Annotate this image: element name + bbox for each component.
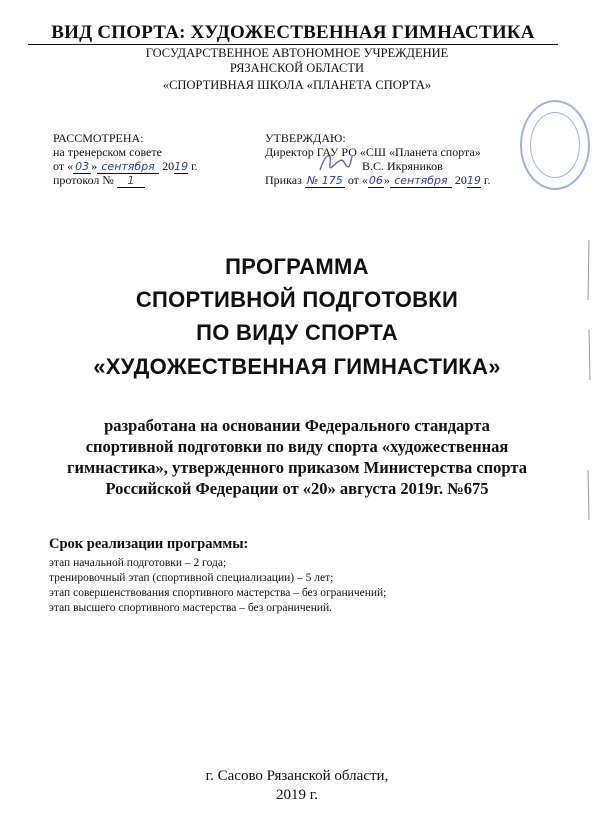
program-title-line-1: ПРОГРАММА — [225, 254, 369, 279]
footer-year: 2019 г. — [276, 787, 318, 803]
signature-mark — [318, 148, 354, 176]
term-item: этап совершенствования спортивного мастерства – без ограничений; — [49, 587, 387, 599]
term-item: тренировочный этап (спортивной специализации) – 5 лет; — [49, 572, 334, 584]
approval-right-order: Приказ № 175 от «06» сентября 2019 г. — [265, 173, 491, 187]
official-stamp — [520, 100, 590, 190]
approval-left-protocol: протокол № 1 — [53, 174, 198, 188]
organization-line-2: РЯЗАНСКОЙ ОБЛАСТИ — [229, 61, 365, 75]
basis-line-3: гимнастика», утвержденного приказом Министерства спорта — [67, 458, 527, 477]
program-title-line-4: «ХУДОЖЕСТВЕННАЯ ГИМНАСТИКА» — [93, 354, 501, 379]
order-number: № 175 — [305, 174, 345, 188]
term-item: этап высшего спортивного мастерства – без ограничений. — [49, 602, 333, 614]
approval-right-label: УТВЕРЖДАЮ: — [265, 131, 346, 145]
term-heading: Срок реализации программы: — [49, 536, 249, 552]
sport-header: ВИД СПОРТА: ХУДОЖЕСТВЕННАЯ ГИМНАСТИКА — [28, 22, 558, 45]
approval-left-date: от « 03 » сентября 2019 г. — [53, 159, 198, 173]
approval-right-year: 19 — [466, 174, 481, 187]
approval-left-label: РАССМОТРЕНА: — [53, 131, 144, 145]
approval-right-month: сентября — [390, 174, 452, 188]
basis-line-4: Российской Федерации от «20» августа 2019г. №675 — [105, 479, 489, 498]
basis-line-1: разработана на основании Федерального стандарта — [104, 416, 490, 435]
approval-left-block — [53, 132, 198, 188]
protocol-number: 1 — [117, 174, 145, 188]
approval-left-year: 19 — [174, 160, 189, 173]
footer-city: г. Сасово Рязанской области, — [205, 768, 389, 784]
approval-left-council: на тренерском совете — [53, 145, 162, 159]
approval-right-block — [265, 132, 490, 188]
term-list — [49, 556, 386, 616]
basis-line-2: спортивной подготовки по виду спорта «художественная — [85, 437, 509, 456]
term-item: этап начальной подготовки – 2 года; — [49, 557, 227, 569]
approval-right-day: 06 — [368, 174, 383, 187]
organization-line-3: «СПОРТИВНАЯ ШКОЛА «ПЛАНЕТА СПОРТА» — [162, 78, 432, 92]
approval-left-day: 03 — [75, 160, 90, 173]
program-title-line-3: ПО ВИДУ СПОРТА — [196, 320, 398, 345]
approval-right-director: Директор ГАУ РО «СШ «Планета спорта» — [265, 145, 481, 159]
scan-edge-mark — [584, 0, 592, 840]
approval-right-name: В.С. Икряников — [362, 159, 443, 173]
organization-line-1: ГОСУДАРСТВЕННОЕ АВТОНОМНОЕ УЧРЕЖДЕНИЕ — [145, 46, 449, 60]
approval-left-month: сентября — [97, 160, 159, 174]
program-title-line-2: СПОРТИВНОЙ ПОДГОТОВКИ — [135, 287, 459, 312]
